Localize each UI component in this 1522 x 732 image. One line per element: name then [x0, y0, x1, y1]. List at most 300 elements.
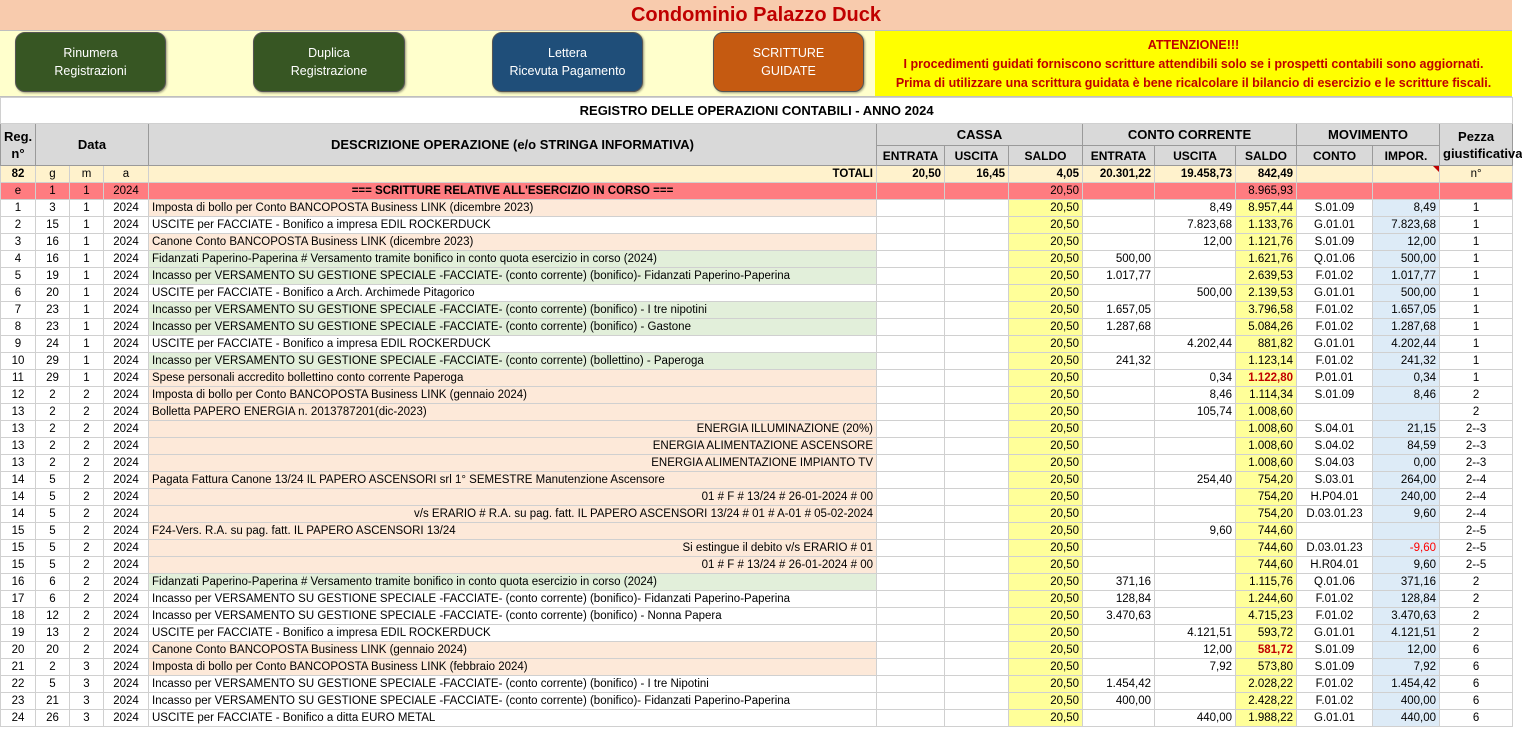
cell-reg[interactable]: 7 [1, 302, 36, 319]
cell-descr[interactable]: Incasso per VERSAMENTO SU GESTIONE SPECIALE -FACCIATE- (conto corrente) (bollettino) - Paperoga [149, 353, 877, 370]
cell-cassa-saldo[interactable]: 20,50 [1009, 472, 1083, 489]
cell-conto[interactable]: S.04.01 [1297, 421, 1373, 438]
cell-descr[interactable]: Fidanzati Paperino-Paperina # Versamento tramite bonifico in conto quota esercizio in corso (2024) [149, 574, 877, 591]
cell-cassa-entrata[interactable] [877, 404, 945, 421]
cell-m[interactable]: 3 [70, 659, 104, 676]
cell-cc-uscita[interactable] [1155, 268, 1236, 285]
cell-conto[interactable] [1297, 404, 1373, 421]
cell-a[interactable]: a [104, 166, 149, 183]
cell-m[interactable]: 3 [70, 676, 104, 693]
cell-m[interactable]: 2 [70, 642, 104, 659]
cell-reg[interactable]: 13 [1, 455, 36, 472]
cell-impor[interactable] [1373, 404, 1440, 421]
cell-cassa-saldo[interactable]: 20,50 [1009, 540, 1083, 557]
cell-cassa-entrata[interactable] [877, 540, 945, 557]
cell-cassa-saldo[interactable]: 20,50 [1009, 183, 1083, 200]
cell-descr[interactable]: Si estingue il debito v/s ERARIO # 01 [149, 540, 877, 557]
cell-a[interactable]: 2024 [104, 353, 149, 370]
cell-a[interactable]: 2024 [104, 370, 149, 387]
cell-descr[interactable]: Bolletta PAPERO ENERGIA n. 2013787201(dic-2023) [149, 404, 877, 421]
cell-cassa-entrata[interactable] [877, 489, 945, 506]
cell-cc-saldo[interactable]: 1.115,76 [1236, 574, 1297, 591]
cell-cc-entrata[interactable] [1083, 217, 1155, 234]
cell-conto[interactable] [1297, 183, 1373, 200]
cell-descr[interactable]: Incasso per VERSAMENTO SU GESTIONE SPECIALE -FACCIATE- (conto corrente) (bonifico)- Fidanzati Paperino-Paperina [149, 591, 877, 608]
cell-descr[interactable]: Fidanzati Paperino-Paperina # Versamento tramite bonifico in conto quota esercizio in corso (2024) [149, 251, 877, 268]
cell-m[interactable]: 1 [70, 268, 104, 285]
cell-g[interactable]: 29 [36, 353, 70, 370]
cell-pezza[interactable]: n° [1440, 166, 1513, 183]
cell-conto[interactable]: G.01.01 [1297, 710, 1373, 727]
cell-reg[interactable]: 18 [1, 608, 36, 625]
cell-m[interactable]: 1 [70, 319, 104, 336]
cell-a[interactable]: 2024 [104, 591, 149, 608]
cell-cassa-uscita[interactable] [945, 676, 1009, 693]
cell-conto[interactable]: F.01.02 [1297, 353, 1373, 370]
cell-impor[interactable]: 0,34 [1373, 370, 1440, 387]
cell-cassa-uscita[interactable] [945, 336, 1009, 353]
cell-cc-entrata[interactable] [1083, 336, 1155, 353]
cell-cassa-uscita[interactable] [945, 234, 1009, 251]
cell-cassa-entrata[interactable] [877, 217, 945, 234]
cell-m[interactable]: 2 [70, 557, 104, 574]
cell-cassa-uscita[interactable] [945, 710, 1009, 727]
cell-descr[interactable]: F24-Vers. R.A. su pag. fatt. IL PAPERO ASCENSORI 13/24 [149, 523, 877, 540]
cell-cassa-saldo[interactable]: 20,50 [1009, 506, 1083, 523]
cell-g[interactable]: 2 [36, 404, 70, 421]
cell-pezza[interactable]: 1 [1440, 268, 1513, 285]
cell-pezza[interactable]: 2--4 [1440, 472, 1513, 489]
cell-conto[interactable]: G.01.01 [1297, 217, 1373, 234]
cell-cassa-uscita-total[interactable]: 16,45 [945, 166, 1009, 183]
cell-cc-saldo[interactable]: 1.122,80 [1236, 370, 1297, 387]
cell-cassa-saldo[interactable]: 20,50 [1009, 370, 1083, 387]
cell-cc-entrata[interactable]: 241,32 [1083, 353, 1155, 370]
cell-a[interactable]: 2024 [104, 693, 149, 710]
cell-cassa-entrata[interactable] [877, 336, 945, 353]
cell-cassa-uscita[interactable] [945, 557, 1009, 574]
cell-cc-uscita[interactable]: 7,92 [1155, 659, 1236, 676]
cell-conto[interactable]: S.01.09 [1297, 200, 1373, 217]
cell-cassa-entrata[interactable] [877, 557, 945, 574]
cell-g[interactable]: 5 [36, 557, 70, 574]
cell-cc-saldo[interactable]: 1.988,22 [1236, 710, 1297, 727]
cell-descr[interactable]: Incasso per VERSAMENTO SU GESTIONE SPECIALE -FACCIATE- (conto corrente) (bonifico) - Nonna Papera [149, 608, 877, 625]
cell-conto[interactable]: S.01.09 [1297, 642, 1373, 659]
cell-cc-entrata[interactable] [1083, 642, 1155, 659]
cell-cassa-entrata[interactable] [877, 234, 945, 251]
cell-cassa-uscita[interactable] [945, 183, 1009, 200]
cell-cc-saldo[interactable]: 1.621,76 [1236, 251, 1297, 268]
cell-impor[interactable]: 241,32 [1373, 353, 1440, 370]
cell-conto[interactable]: F.01.02 [1297, 676, 1373, 693]
cell-g[interactable]: 16 [36, 234, 70, 251]
cell-descr[interactable]: Incasso per VERSAMENTO SU GESTIONE SPECIALE -FACCIATE- (conto corrente) (bonifico) - Gastone [149, 319, 877, 336]
cell-cc-uscita[interactable] [1155, 183, 1236, 200]
cell-cc-uscita[interactable] [1155, 574, 1236, 591]
cell-cassa-entrata[interactable] [877, 642, 945, 659]
cell-cc-uscita[interactable] [1155, 557, 1236, 574]
cell-conto[interactable]: G.01.01 [1297, 625, 1373, 642]
cell-conto[interactable]: F.01.02 [1297, 319, 1373, 336]
cell-g[interactable]: 16 [36, 251, 70, 268]
cell-reg[interactable]: 13 [1, 438, 36, 455]
cell-m[interactable]: 2 [70, 608, 104, 625]
cell-a[interactable]: 2024 [104, 319, 149, 336]
cell-a[interactable]: 2024 [104, 506, 149, 523]
cell-cassa-saldo[interactable]: 20,50 [1009, 285, 1083, 302]
cell-pezza[interactable]: 6 [1440, 693, 1513, 710]
cell-cc-saldo[interactable]: 744,60 [1236, 557, 1297, 574]
cell-cc-saldo[interactable]: 1.133,76 [1236, 217, 1297, 234]
cell-cassa-saldo[interactable]: 20,50 [1009, 710, 1083, 727]
cell-cassa-entrata[interactable] [877, 268, 945, 285]
cell-reg[interactable]: 22 [1, 676, 36, 693]
totals-label[interactable]: TOTALI [149, 166, 877, 183]
cell-g[interactable]: 2 [36, 455, 70, 472]
cell-reg[interactable]: 21 [1, 659, 36, 676]
cell-reg[interactable]: 16 [1, 574, 36, 591]
cell-cassa-saldo[interactable]: 20,50 [1009, 234, 1083, 251]
cell-cassa-saldo[interactable]: 20,50 [1009, 268, 1083, 285]
cell-impor[interactable] [1373, 183, 1440, 200]
cell-reg[interactable]: 15 [1, 557, 36, 574]
cell-g[interactable]: 26 [36, 710, 70, 727]
cell-g[interactable]: 20 [36, 642, 70, 659]
cell-pezza[interactable]: 2--3 [1440, 455, 1513, 472]
cell-cassa-uscita[interactable] [945, 370, 1009, 387]
cell-cassa-uscita[interactable] [945, 591, 1009, 608]
cell-cc-uscita[interactable] [1155, 608, 1236, 625]
cell-a[interactable]: 2024 [104, 642, 149, 659]
cell-impor[interactable]: 7.823,68 [1373, 217, 1440, 234]
cell-cassa-uscita[interactable] [945, 302, 1009, 319]
cell-a[interactable]: 2024 [104, 676, 149, 693]
cell-impor[interactable]: 1.017,77 [1373, 268, 1440, 285]
cell-impor[interactable]: 8,46 [1373, 387, 1440, 404]
cell-cc-saldo[interactable]: 754,20 [1236, 472, 1297, 489]
cell-cc-saldo[interactable]: 744,60 [1236, 540, 1297, 557]
cell-cc-uscita[interactable] [1155, 421, 1236, 438]
cell-cassa-entrata[interactable] [877, 659, 945, 676]
cell-cc-entrata-total[interactable]: 20.301,22 [1083, 166, 1155, 183]
cell-descr[interactable]: Canone Conto BANCOPOSTA Business LINK (gennaio 2024) [149, 642, 877, 659]
cell-cassa-entrata[interactable] [877, 302, 945, 319]
cell-cassa-entrata[interactable] [877, 438, 945, 455]
cell-m[interactable]: 2 [70, 625, 104, 642]
cell-pezza[interactable]: 1 [1440, 217, 1513, 234]
cell-reg[interactable]: 23 [1, 693, 36, 710]
cell-cc-uscita[interactable] [1155, 693, 1236, 710]
cell-descr[interactable]: USCITE per FACCIATE - Bonifico a impresa EDIL ROCKERDUCK [149, 625, 877, 642]
cell-cassa-entrata[interactable] [877, 183, 945, 200]
cell-descr[interactable]: Incasso per VERSAMENTO SU GESTIONE SPECIALE -FACCIATE- (conto corrente) (bonifico)- Fidanzati Paperino-Paperina [149, 268, 877, 285]
cell-descr[interactable]: ENERGIA ALIMENTAZIONE IMPIANTO TV [149, 455, 877, 472]
cell-a[interactable]: 2024 [104, 523, 149, 540]
cell-cassa-saldo[interactable]: 20,50 [1009, 557, 1083, 574]
cell-a[interactable]: 2024 [104, 625, 149, 642]
cell-a[interactable]: 2024 [104, 608, 149, 625]
cell-cc-uscita[interactable]: 254,40 [1155, 472, 1236, 489]
cell-cassa-saldo[interactable]: 20,50 [1009, 217, 1083, 234]
cell-cc-entrata[interactable] [1083, 540, 1155, 557]
cell-reg[interactable]: 14 [1, 472, 36, 489]
cell-cc-uscita[interactable]: 105,74 [1155, 404, 1236, 421]
cell-a[interactable]: 2024 [104, 574, 149, 591]
cell-cc-uscita[interactable]: 9,60 [1155, 523, 1236, 540]
cell-conto[interactable]: F.01.02 [1297, 591, 1373, 608]
cell-descr[interactable]: Spese personali accredito bollettino conto corrente Paperoga [149, 370, 877, 387]
cell-reg[interactable]: 24 [1, 710, 36, 727]
cell-reg[interactable]: 15 [1, 540, 36, 557]
cell-cassa-entrata[interactable] [877, 625, 945, 642]
cell-a[interactable]: 2024 [104, 404, 149, 421]
cell-reg[interactable]: 13 [1, 421, 36, 438]
cell-cc-uscita[interactable]: 8,46 [1155, 387, 1236, 404]
cell-a[interactable]: 2024 [104, 302, 149, 319]
cell-cassa-saldo[interactable]: 20,50 [1009, 591, 1083, 608]
cell-a[interactable]: 2024 [104, 285, 149, 302]
cell-conto[interactable]: G.01.01 [1297, 285, 1373, 302]
cell-cc-entrata[interactable] [1083, 506, 1155, 523]
cell-cc-entrata[interactable] [1083, 200, 1155, 217]
cell-cassa-entrata[interactable] [877, 676, 945, 693]
cell-cassa-saldo[interactable]: 20,50 [1009, 404, 1083, 421]
cell-cc-entrata[interactable] [1083, 387, 1155, 404]
cell-conto[interactable]: F.01.02 [1297, 268, 1373, 285]
cell-cc-entrata[interactable] [1083, 659, 1155, 676]
cell-m[interactable]: 1 [70, 336, 104, 353]
cell-cc-uscita[interactable]: 12,00 [1155, 234, 1236, 251]
cell-count[interactable]: 82 [1, 166, 36, 183]
cell-conto[interactable]: S.04.02 [1297, 438, 1373, 455]
cell-cc-entrata[interactable] [1083, 455, 1155, 472]
cell-pezza[interactable]: 6 [1440, 676, 1513, 693]
cell-g[interactable]: 20 [36, 285, 70, 302]
cell-impor[interactable]: 4.202,44 [1373, 336, 1440, 353]
cell-cassa-saldo[interactable]: 20,50 [1009, 353, 1083, 370]
cell-cc-uscita[interactable] [1155, 251, 1236, 268]
cell-descr[interactable]: USCITE per FACCIATE - Bonifico a impresa EDIL ROCKERDUCK [149, 217, 877, 234]
cell-pezza[interactable]: 2 [1440, 625, 1513, 642]
cell-descr[interactable]: Imposta di bollo per Conto BANCOPOSTA Business LINK (dicembre 2023) [149, 200, 877, 217]
cell-cassa-entrata[interactable] [877, 591, 945, 608]
cell-cassa-saldo[interactable]: 20,50 [1009, 200, 1083, 217]
cell-cassa-uscita[interactable] [945, 251, 1009, 268]
cell-impor[interactable]: 1.454,42 [1373, 676, 1440, 693]
cell-conto[interactable] [1297, 523, 1373, 540]
cell-descr[interactable]: 01 # F # 13/24 # 26-01-2024 # 00 [149, 489, 877, 506]
cell-cassa-uscita[interactable] [945, 421, 1009, 438]
cell-descr[interactable]: Incasso per VERSAMENTO SU GESTIONE SPECIALE -FACCIATE- (conto corrente) (bonifico)- Fidanzati Paperino-Paperina [149, 693, 877, 710]
cell-cc-saldo[interactable]: 5.084,26 [1236, 319, 1297, 336]
cell-cc-entrata[interactable]: 400,00 [1083, 693, 1155, 710]
cell-impor[interactable]: -9,60 [1373, 540, 1440, 557]
rinumera-registrazioni-button[interactable] [15, 32, 166, 92]
cell-impor[interactable]: 9,60 [1373, 557, 1440, 574]
cell-cassa-uscita[interactable] [945, 489, 1009, 506]
cell-cc-uscita[interactable]: 12,00 [1155, 642, 1236, 659]
cell-a[interactable]: 2024 [104, 438, 149, 455]
cell-g[interactable]: 21 [36, 693, 70, 710]
cell-reg[interactable]: 19 [1, 625, 36, 642]
cell-m[interactable]: 1 [70, 285, 104, 302]
cell-cc-saldo[interactable]: 1.008,60 [1236, 455, 1297, 472]
cell-pezza[interactable]: 1 [1440, 353, 1513, 370]
cell-pezza[interactable]: 6 [1440, 642, 1513, 659]
cell-cassa-uscita[interactable] [945, 285, 1009, 302]
cell-reg[interactable]: 8 [1, 319, 36, 336]
cell-g[interactable]: 5 [36, 540, 70, 557]
cell-m[interactable]: 2 [70, 455, 104, 472]
cell-cc-saldo[interactable]: 8.965,93 [1236, 183, 1297, 200]
cell-g[interactable]: 6 [36, 591, 70, 608]
cell-descr[interactable]: Canone Conto BANCOPOSTA Business LINK (dicembre 2023) [149, 234, 877, 251]
duplica-registrazione-button[interactable] [253, 32, 405, 92]
cell-cassa-saldo[interactable]: 20,50 [1009, 659, 1083, 676]
cell-cc-saldo[interactable]: 1.008,60 [1236, 438, 1297, 455]
cell-impor[interactable]: 4.121,51 [1373, 625, 1440, 642]
cell-cassa-saldo-total[interactable]: 4,05 [1009, 166, 1083, 183]
cell-g[interactable]: 24 [36, 336, 70, 353]
cell-g[interactable]: 2 [36, 421, 70, 438]
cell-conto[interactable]: D.03.01.23 [1297, 540, 1373, 557]
cell-a[interactable]: 2024 [104, 217, 149, 234]
cell-descr[interactable]: USCITE per FACCIATE - Bonifico a impresa EDIL ROCKERDUCK [149, 336, 877, 353]
cell-cc-saldo[interactable]: 3.796,58 [1236, 302, 1297, 319]
cell-descr[interactable]: v/s ERARIO # R.A. su pag. fatt. IL PAPERO ASCENSORI 13/24 # 01 # A-01 # 05-02-2024 [149, 506, 877, 523]
cell-impor[interactable]: 400,00 [1373, 693, 1440, 710]
cell-cassa-uscita[interactable] [945, 523, 1009, 540]
cell-impor[interactable]: 12,00 [1373, 234, 1440, 251]
cell-reg[interactable]: 14 [1, 506, 36, 523]
cell-reg[interactable]: 17 [1, 591, 36, 608]
cell-cassa-entrata[interactable] [877, 200, 945, 217]
cell-m[interactable]: 1 [70, 353, 104, 370]
cell-a[interactable]: 2024 [104, 268, 149, 285]
cell-m[interactable]: 2 [70, 472, 104, 489]
cell-descr[interactable]: === SCRITTURE RELATIVE ALL'ESERCIZIO IN CORSO === [149, 183, 877, 200]
cell-cassa-saldo[interactable]: 20,50 [1009, 676, 1083, 693]
cell-conto[interactable]: Q.01.06 [1297, 251, 1373, 268]
cell-cc-entrata[interactable]: 1.017,77 [1083, 268, 1155, 285]
cell-cassa-uscita[interactable] [945, 387, 1009, 404]
cell-cc-uscita[interactable]: 0,34 [1155, 370, 1236, 387]
cell-m[interactable]: 3 [70, 710, 104, 727]
cell-pezza[interactable]: 2 [1440, 574, 1513, 591]
cell-m[interactable]: 2 [70, 523, 104, 540]
cell-cassa-entrata[interactable] [877, 319, 945, 336]
cell-impor[interactable] [1373, 166, 1440, 183]
cell-cc-uscita[interactable] [1155, 591, 1236, 608]
cell-cc-uscita[interactable]: 4.121,51 [1155, 625, 1236, 642]
cell-cassa-saldo[interactable]: 20,50 [1009, 625, 1083, 642]
cell-cc-entrata[interactable] [1083, 285, 1155, 302]
cell-pezza[interactable]: 1 [1440, 200, 1513, 217]
cell-pezza[interactable]: 2 [1440, 591, 1513, 608]
cell-cassa-uscita[interactable] [945, 693, 1009, 710]
cell-cassa-saldo[interactable]: 20,50 [1009, 455, 1083, 472]
cell-cassa-entrata[interactable] [877, 506, 945, 523]
cell-impor[interactable]: 9,60 [1373, 506, 1440, 523]
cell-reg[interactable]: 4 [1, 251, 36, 268]
cell-reg[interactable]: 2 [1, 217, 36, 234]
cell-cc-saldo[interactable]: 2.139,53 [1236, 285, 1297, 302]
cell-cc-entrata[interactable]: 1.454,42 [1083, 676, 1155, 693]
cell-g[interactable]: 29 [36, 370, 70, 387]
cell-impor[interactable]: 371,16 [1373, 574, 1440, 591]
cell-reg[interactable]: 1 [1, 200, 36, 217]
cell-cassa-uscita[interactable] [945, 540, 1009, 557]
cell-reg[interactable]: 14 [1, 489, 36, 506]
cell-cassa-saldo[interactable]: 20,50 [1009, 251, 1083, 268]
cell-cc-saldo[interactable]: 754,20 [1236, 489, 1297, 506]
cell-a[interactable]: 2024 [104, 472, 149, 489]
cell-g[interactable]: 13 [36, 625, 70, 642]
cell-pezza[interactable]: 2--4 [1440, 489, 1513, 506]
cell-a[interactable]: 2024 [104, 234, 149, 251]
cell-a[interactable]: 2024 [104, 659, 149, 676]
cell-reg[interactable]: 10 [1, 353, 36, 370]
cell-conto[interactable]: D.03.01.23 [1297, 506, 1373, 523]
cell-descr[interactable]: 01 # F # 13/24 # 26-01-2024 # 00 [149, 557, 877, 574]
cell-pezza[interactable]: 2 [1440, 387, 1513, 404]
cell-a[interactable]: 2024 [104, 421, 149, 438]
cell-m[interactable]: 2 [70, 489, 104, 506]
cell-pezza[interactable]: 1 [1440, 234, 1513, 251]
cell-cassa-entrata[interactable] [877, 421, 945, 438]
cell-conto[interactable]: S.01.09 [1297, 659, 1373, 676]
cell-impor[interactable]: 1.287,68 [1373, 319, 1440, 336]
cell-cc-uscita[interactable] [1155, 540, 1236, 557]
cell-cc-saldo[interactable]: 1.008,60 [1236, 404, 1297, 421]
cell-cassa-saldo[interactable]: 20,50 [1009, 574, 1083, 591]
cell-cc-entrata[interactable]: 500,00 [1083, 251, 1155, 268]
cell-conto[interactable]: Q.01.06 [1297, 574, 1373, 591]
cell-cassa-uscita[interactable] [945, 404, 1009, 421]
cell-cassa-entrata[interactable] [877, 370, 945, 387]
cell-cc-uscita[interactable]: 440,00 [1155, 710, 1236, 727]
scritture-guidate-button[interactable] [713, 32, 864, 92]
cell-g[interactable]: 5 [36, 506, 70, 523]
cell-descr[interactable]: Pagata Fattura Canone 13/24 IL PAPERO ASCENSORI srl 1° SEMESTRE Manutenzione Ascensore [149, 472, 877, 489]
cell-cc-saldo[interactable]: 754,20 [1236, 506, 1297, 523]
cell-m[interactable]: 1 [70, 183, 104, 200]
cell-cassa-saldo[interactable]: 20,50 [1009, 421, 1083, 438]
cell-cc-saldo-total[interactable]: 842,49 [1236, 166, 1297, 183]
cell-cassa-saldo[interactable]: 20,50 [1009, 336, 1083, 353]
cell-cassa-uscita[interactable] [945, 608, 1009, 625]
cell-cc-entrata[interactable]: 371,16 [1083, 574, 1155, 591]
cell-reg[interactable]: 13 [1, 404, 36, 421]
cell-cassa-uscita[interactable] [945, 472, 1009, 489]
cell-cassa-entrata[interactable] [877, 387, 945, 404]
cell-reg[interactable]: e [1, 183, 36, 200]
cell-cc-entrata[interactable] [1083, 234, 1155, 251]
cell-cassa-entrata[interactable] [877, 353, 945, 370]
cell-pezza[interactable]: 2 [1440, 404, 1513, 421]
cell-conto[interactable]: G.01.01 [1297, 336, 1373, 353]
cell-g[interactable]: 15 [36, 217, 70, 234]
cell-cassa-uscita[interactable] [945, 319, 1009, 336]
cell-cassa-uscita[interactable] [945, 574, 1009, 591]
cell-cassa-saldo[interactable]: 20,50 [1009, 489, 1083, 506]
cell-a[interactable]: 2024 [104, 455, 149, 472]
cell-a[interactable]: 2024 [104, 183, 149, 200]
cell-g[interactable]: 2 [36, 659, 70, 676]
cell-cassa-saldo[interactable]: 20,50 [1009, 319, 1083, 336]
cell-cassa-entrata[interactable] [877, 251, 945, 268]
